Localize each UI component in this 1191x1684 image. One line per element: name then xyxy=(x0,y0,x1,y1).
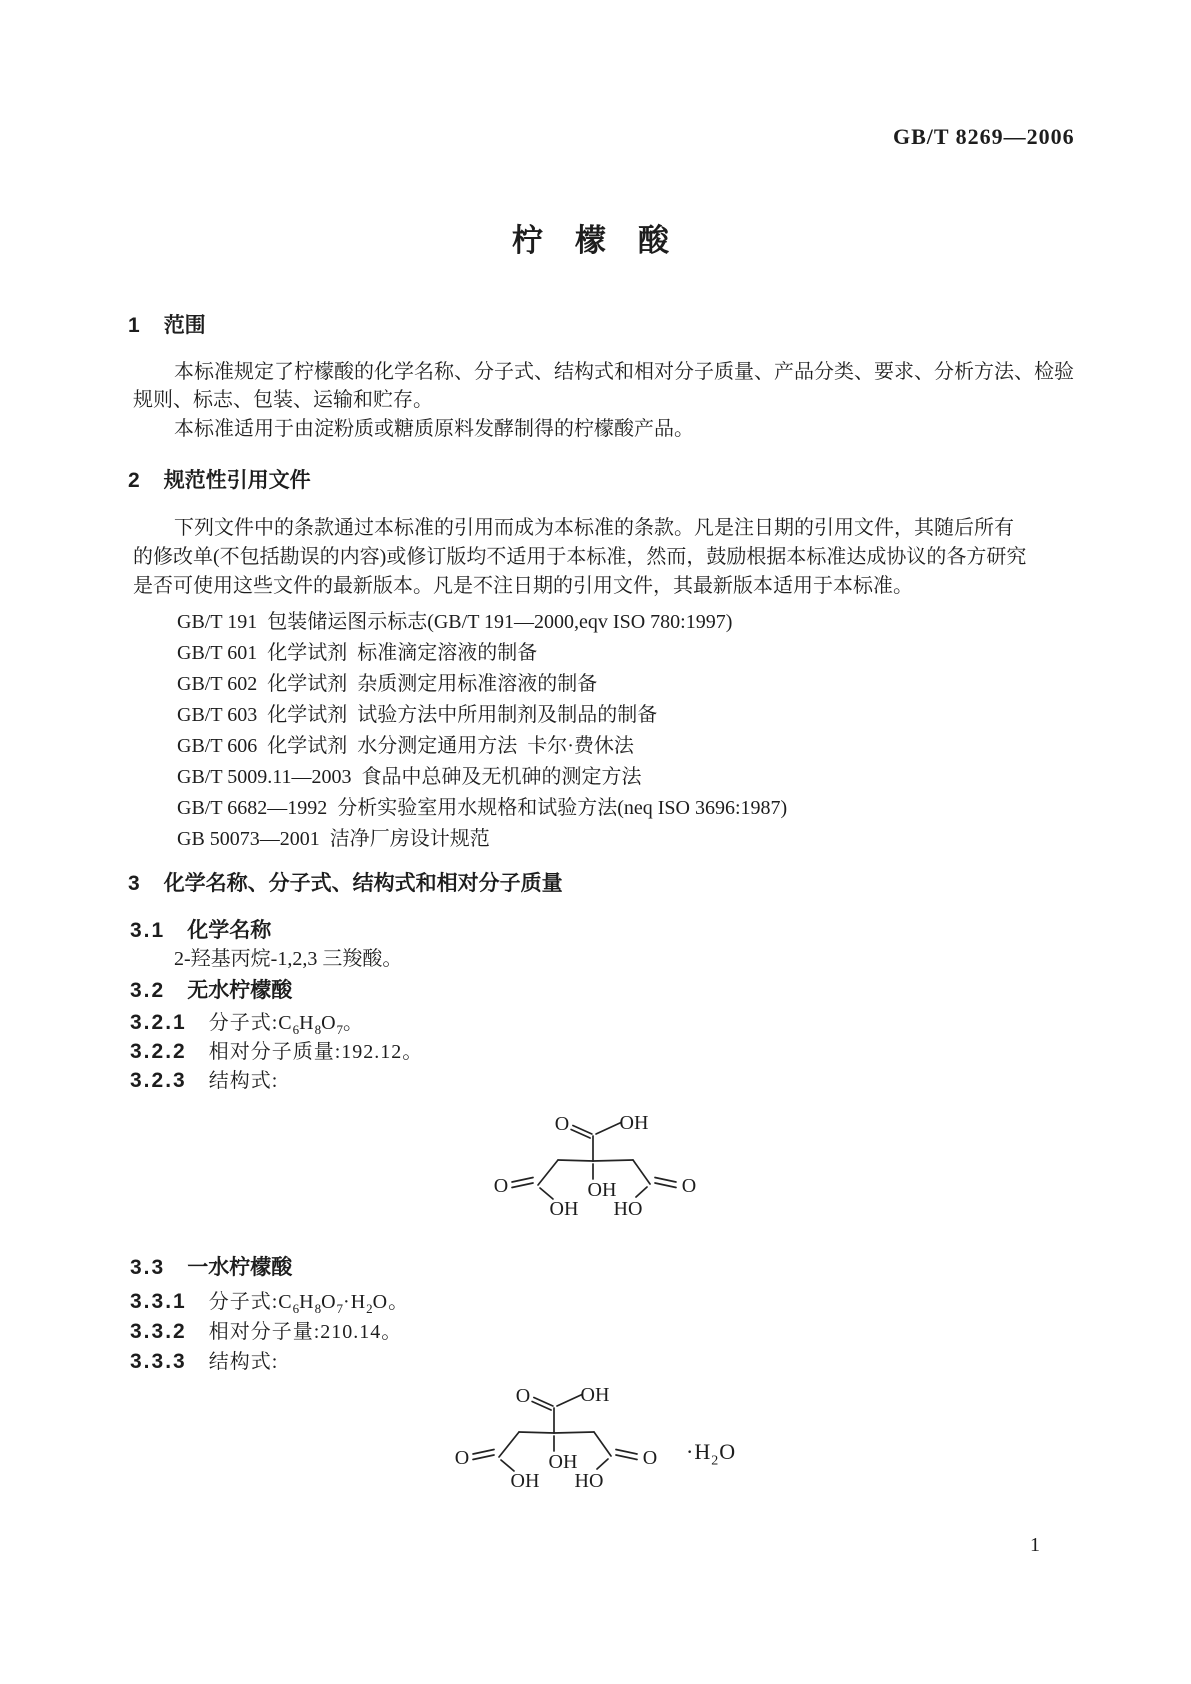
structure-diagram-anhydrous-citric-acid xyxy=(485,1105,705,1220)
atom-label-carbonyl-o-top: O xyxy=(554,1113,570,1135)
doc-number: GB/T 8269—2006 xyxy=(893,124,1075,149)
atom-label-carbonyl-o-right: O xyxy=(681,1175,697,1197)
structure-diagram-monohydrate-citric-acid xyxy=(446,1377,666,1492)
chemical-name-text: 2-羟基丙烷-1,2,3 三羧酸。 xyxy=(174,948,403,970)
reference-item: GB/T 603 化学试剂 试验方法中所用制剂及制品的制备 xyxy=(177,704,658,726)
section-3-number: 3 xyxy=(128,872,142,895)
clause-3-2-1 xyxy=(130,1012,364,1036)
clause-3-3-1-number: 3.3.1 xyxy=(130,1290,187,1313)
clause-3-2-2 xyxy=(130,1041,423,1062)
molecular-formula-anhydrous: 分子式$:C_6H_8O_7$。 xyxy=(208,1012,365,1037)
paragraph-line: 的修改单(不包括勘误的内容)或修订版均不适用于本标准，然而，鼓励根据本标准达成协议的各方研究 xyxy=(133,546,1027,568)
section-3-heading-text: 化学名称、分子式、结构式和相对分子质量 xyxy=(163,872,563,895)
clause-3-3-2 xyxy=(130,1321,402,1342)
page-title: 柠檬酸 xyxy=(512,223,701,258)
section-3-3-heading-text: 一水柠檬酸 xyxy=(187,1256,293,1279)
paragraph-line: 本标准适用于由淀粉质或糖质原料发酵制得的柠檬酸产品。 xyxy=(174,418,694,440)
atom-label-carbonyl-o-left: O xyxy=(493,1175,509,1197)
reference-item: GB/T 602 化学试剂 杂质测定用标准溶液的制备 xyxy=(177,673,598,695)
section-3-2-number: 3.2 xyxy=(130,979,166,1002)
atom-label-oh-bottom-left: OH xyxy=(510,1470,540,1492)
reference-item: GB/T 191 包装储运图示标志(GB/T 191—2000,eqv ISO 780:1997) xyxy=(177,611,733,633)
atom-label-oh-top: OH xyxy=(580,1384,610,1406)
clause-3-3-2-number: 3.3.2 xyxy=(130,1320,187,1343)
molecular-mass-anhydrous: 相对分子质量:192.12。 xyxy=(208,1041,424,1063)
hydrate-water-label: $\cdot H_2O$ xyxy=(686,1439,737,1469)
clause-3-3-3 xyxy=(130,1351,278,1372)
atom-label-carbonyl-o-top: O xyxy=(515,1385,531,1407)
section-2-heading xyxy=(128,470,311,491)
paragraph-line: 本标准规定了柠檬酸的化学名称、分子式、结构式和相对分子质量、产品分类、要求、分析方法、检验 xyxy=(174,361,1074,383)
atom-label-oh-central: OH xyxy=(587,1179,617,1201)
atom-label-oh-central: OH xyxy=(548,1451,578,1473)
atom-label-ho-bottom-right: HO xyxy=(574,1470,604,1492)
section-1-heading-text: 范围 xyxy=(163,314,206,337)
paragraph-line: 下列文件中的条款通过本标准的引用而成为本标准的条款。凡是注日期的引用文件，其随后所有 xyxy=(174,517,1014,539)
section-3-1-number: 3.1 xyxy=(130,919,166,942)
clause-3-2-3-number: 3.2.3 xyxy=(130,1069,187,1092)
reference-item: GB/T 6682—1992 分析实验室用水规格和试验方法(neq ISO 3696:1987) xyxy=(177,797,788,819)
clause-3-2-2-number: 3.2.2 xyxy=(130,1040,187,1063)
reference-item: GB 50073—2001 洁净厂房设计规范 xyxy=(177,828,490,850)
section-3-3-number: 3.3 xyxy=(130,1256,166,1279)
reference-item: GB/T 601 化学试剂 标准滴定溶液的制备 xyxy=(177,642,538,664)
section-3-3-heading xyxy=(130,1257,292,1278)
reference-item: GB/T 606 化学试剂 水分测定通用方法 卡尔·费休法 xyxy=(177,735,634,757)
atom-label-carbonyl-o-left: O xyxy=(454,1447,470,1469)
section-3-2-heading-text: 无水柠檬酸 xyxy=(187,979,293,1002)
molecular-formula-monohydrate: 分子式$:C_6H_8O_7\cdot H_2O$。 xyxy=(208,1291,410,1316)
atom-label-carbonyl-o-right: O xyxy=(642,1447,658,1469)
atom-label-ho-bottom-right: HO xyxy=(613,1198,643,1220)
clause-3-3-3-number: 3.3.3 xyxy=(130,1350,187,1373)
structural-formula-label: 结构式: xyxy=(208,1070,279,1092)
section-3-heading xyxy=(128,873,563,894)
clause-3-2-3 xyxy=(130,1070,278,1091)
section-3-2-heading xyxy=(130,980,292,1001)
section-3-1-heading xyxy=(130,920,271,941)
clause-3-2-1-number: 3.2.1 xyxy=(130,1011,187,1034)
paragraph-line: 规则、标志、包装、运输和贮存。 xyxy=(133,389,433,411)
section-3-1-heading-text: 化学名称 xyxy=(187,919,272,942)
molecular-mass-monohydrate: 相对分子量:210.14。 xyxy=(208,1321,403,1343)
section-1-number: 1 xyxy=(128,314,142,337)
atom-label-oh-bottom-left: OH xyxy=(549,1198,579,1220)
atom-label-oh-top: OH xyxy=(619,1112,649,1134)
paragraph-line: 是否可使用这些文件的最新版本。凡是不注日期的引用文件，其最新版本适用于本标准。 xyxy=(133,575,913,597)
structural-formula-label: 结构式: xyxy=(208,1351,279,1373)
page-number: 1 xyxy=(1030,1534,1040,1556)
clause-3-3-1 xyxy=(130,1291,409,1315)
section-2-number: 2 xyxy=(128,469,142,492)
reference-item: GB/T 5009.11—2003 食品中总砷及无机砷的测定方法 xyxy=(177,766,642,788)
section-2-heading-text: 规范性引用文件 xyxy=(163,469,311,492)
section-1-heading xyxy=(128,315,206,336)
